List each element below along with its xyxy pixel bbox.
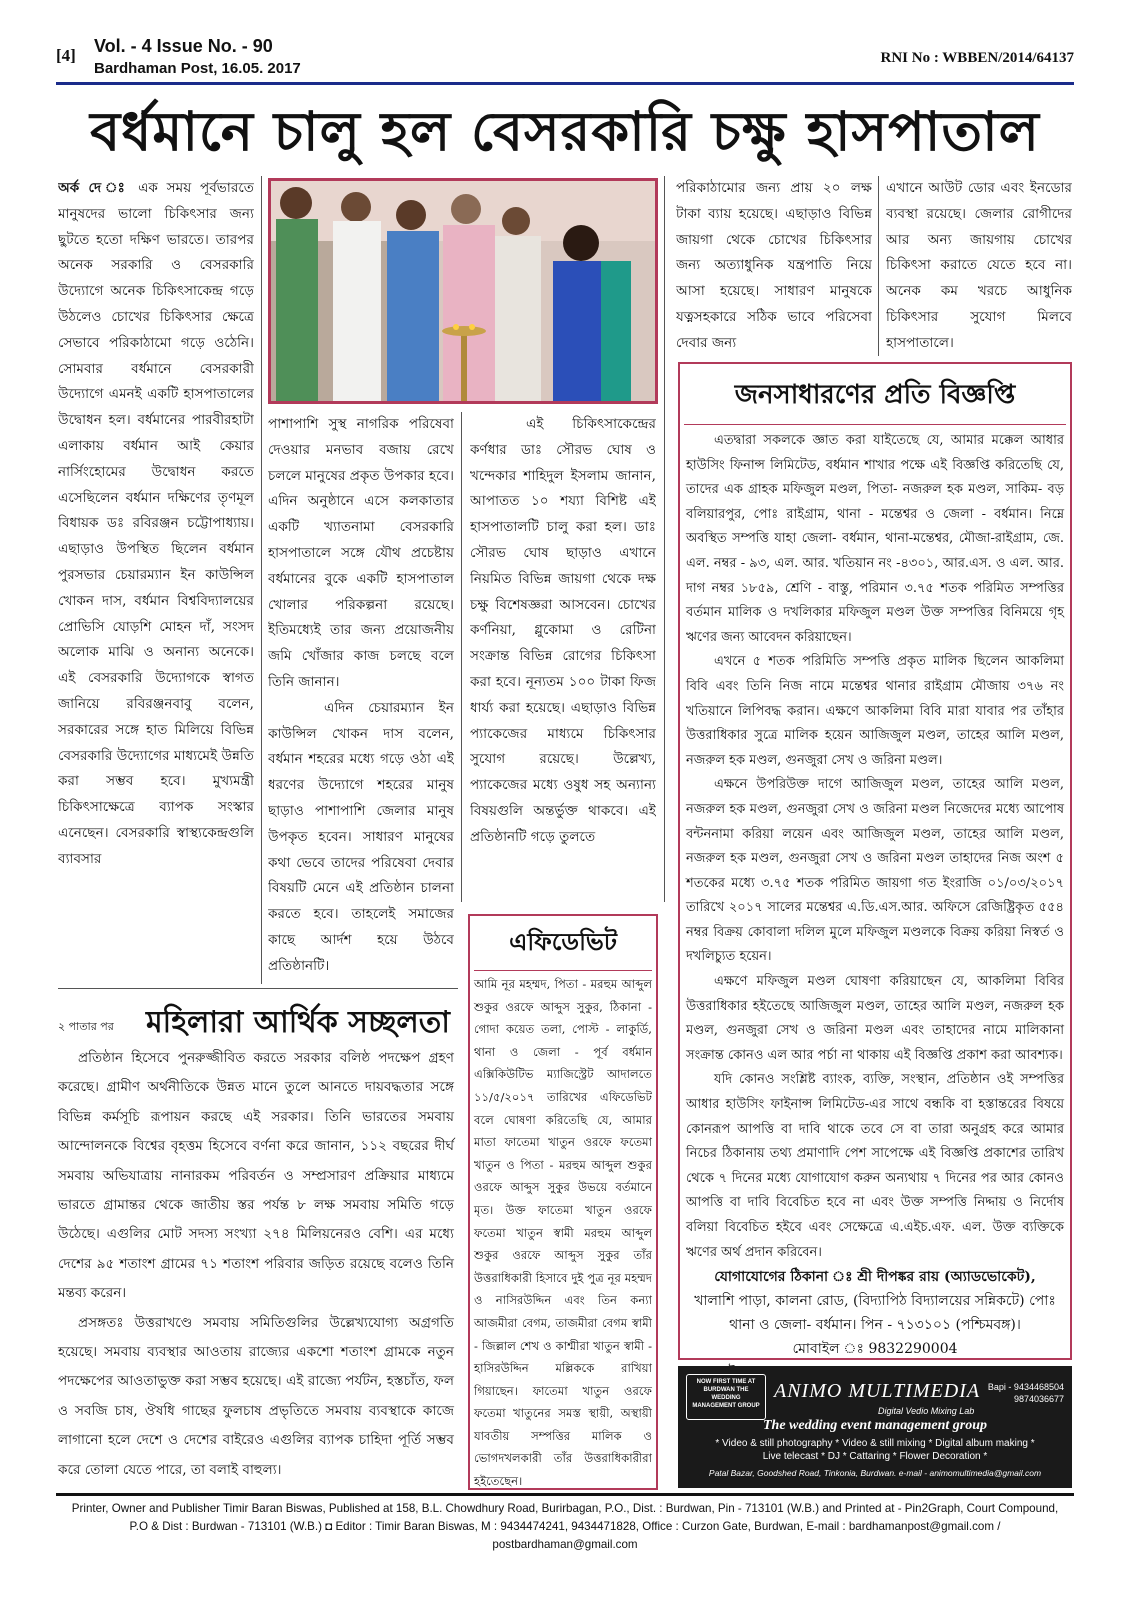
affidavit-title-rule: [474, 970, 652, 971]
article-col-5: [886, 176, 1072, 356]
ad-logo-badge: NOW FIRST TIME AT BURDWAN THE WEDDING MANAGEMENT GROUP: [686, 1374, 766, 1420]
notice-title: জনসাধারণের প্রতি বিজ্ঞপ্তি: [734, 380, 1016, 410]
col-rule-2: [461, 412, 462, 902]
footer-line-1: Printer, Owner and Publisher Timir Baran Biswas, Published at 158, B.L. Chowdhury Road, Burirbagan, P.O., Dist. : Burdwan, Pin - 713101 (W.B.) and Printed at - Pin2Graph, Court Compound,: [71, 1502, 1059, 1515]
ad-tagline: The wedding event management group: [763, 1418, 987, 1433]
ad-services-1: * Video & still photography * Video & still mixing * Digital album making *: [715, 1438, 1035, 1449]
col-rule-4: [878, 176, 879, 356]
article-col-3: [470, 412, 656, 900]
ad-phone-1: Bapi - 9434468504: [987, 1382, 1064, 1392]
notice-para-3: এক্ষনে উপরিউক্ত দাগে আজিজুল মণ্ডল, তাহের আলি মণ্ডল, নজরুল হক মণ্ডল, গুনজুরা সেখ ও জরিনা মণ্ডল নিজেদের মধ্যে আপোষ বন্টননামা করিয়া লয়েন এবং আজিজুল মণ্ডল, তাহের আলি মণ্ডল, নজরুল হক মণ্ডল, গুনজুরা সেখ ও জরিনা মণ্ডল তাহাদের নিজ অংশ ৫ শতকের মধ্যে ৩.৭৫ শতক পরিমিত জায়গা গত ইংরাজি ০১/০৩/২০১৭ তারিখে ২০১৭ সালের মন্তেশ্বর এ.ডি.এস.আর. অফিসে রেজিষ্ট্রিকৃত ৫৫৪ নম্বর বিক্রয় কোবালা দলিল মুলে মফিজুল মণ্ডলকে বিক্রয় করিয়া নিস্বর্ত ও দখলিচ্যুত হয়েন।: [686, 777, 1064, 965]
main-headline: বর্ধমানে চালু হল বেসরকারি চক্ষু হাসপাতাল: [90, 100, 1040, 163]
continued-label: ২ পাতার পর: [58, 1020, 114, 1033]
lamp-lighting-photo: [271, 181, 655, 401]
ad-subtitle: Digital Vedio Mixing Lab: [878, 1406, 975, 1416]
event-photo: [268, 178, 658, 404]
publication-date: Bardhaman Post, 16.05. 2017: [94, 60, 301, 77]
article-col-4: [676, 176, 872, 356]
volume-issue: Vol. - 4 Issue No. - 90: [94, 36, 273, 56]
article-text-2: পাশাপাশি সুস্থ নাগরিক পরিষেবা দেওয়ার মনভাব বজায় রেখে চললে মানুষের প্রকৃত উপকার হবে। এদিন অনুষ্ঠানে এসে কলকাতার একটি খ্যাতনামা বেসরকারি হাসপাতালে সঙ্গে যৌথ প্রচেষ্টায় বর্ধমানের বুকে একটি হাসপাতাল খোলার পরিকল্পনা রয়েছে। ইতিমধ্যেই তার জন্য প্রয়োজনীয় জমি খোঁজার কাজ চলছে বলে তিনি জানান।: [268, 416, 454, 690]
public-notice: [678, 362, 1072, 1360]
col-rule-3: [664, 176, 665, 902]
rni-number: RNI No : WBBEN/2014/64137: [880, 50, 1074, 66]
article-col-1: [58, 176, 254, 984]
imprint-footer: [56, 1500, 1074, 1554]
article-text-4: পরিকাঠামোর জন্য প্রায় ২০ লক্ষ টাকা ব্যায় হয়েছে। এছাড়াও বিভিন্ন জায়গা থেকে চোখের চিকিৎসার জন্য অত্যাধুনিক যন্ত্রপাতি নিয়ে আসা হয়েছে। সাধারণ মানুষকে যত্নসহকারে সঠিক ভাবে পরিসেবা দেবার জন্য: [676, 180, 872, 351]
mahila-body: [58, 1044, 454, 1485]
notice-para-5: যদি কোনও সংশ্লিষ্ট ব্যাংক, ব্যক্তি, সংস্থান, প্রতিষ্ঠান ওই সম্পত্তির আধার হাউসিং ফাইনান্স লিমিটেড-এর সাথে বন্ধকি বা হস্তান্তরের বিষয়ে কোনরূপ আপত্তি বা দাবি থাকে তবে সে বা তারা অনুগ্রহ করে আমার নিচের ঠিকানায় তথ্য প্রমাণাদি পেশ সাপেক্ষে এই বিজ্ঞপ্তি প্রকাশের তারিখ থেকে ৭ দিনের মধ্যে যোগাযোগ করুন অন্যথায় ৭ দিনের পর আর কোনও আপত্তি বা দাবি বিবেচিত হবে না এবং উক্ত সম্পত্তি নিদ্দায় ও নির্দোষ বলিয়া বিবেচিত হইবে এবং সেক্ষেত্রে এ.এইচ.এফ. এল. উক্ত ব্যক্তিকে ঋণের অর্থ প্রদান করিবেন।: [686, 1072, 1064, 1260]
animo-multimedia-ad: [678, 1366, 1072, 1488]
byline: অর্ক দে ঃ: [58, 180, 130, 196]
ad-services-2: Live telecast * DJ * Cattaring * Flower Decoration *: [762, 1451, 988, 1462]
affidavit-body: আমি নূর মহম্মদ, পিতা - মরহুম আব্দুল শুকুর ওরফে আব্দুস সুকুর, ঠিকানা - গোদা কয়েত তলা, পোস্ট - লাকুর্ডি, থানা ও জেলা - পূর্ব বর্ধমান এক্সিকিউটিভ ম্যাজিস্ট্রেট আদালতে ১১/৫/২০১৭ তারিখের এফিডেভিট বলে ঘোষণা করিতেছি যে, আমার মাতা ফাতেমা খাতুন ওরফে ফতেমা খাতুন ও পিতা - মরহুম আব্দুল শুকুর ওরফে আব্দুস সুকুর উভয়ে বর্তমানে মৃত। উক্ত ফাতেমা খাতুন ওরফে ফতেমা খাতুন স্বামী মরহুম আব্দুল শুকুর ওরফে আব্দুস সুকুর তাঁর উত্তরাধিকারী হিসাবে দুই পুত্র নূর মহম্মদ ও নাসিরউদ্দিন এবং তিন কন্যা আজমীরা বেগম, তাজমীরা বেগম স্বামী - জিল্লাল শেখ ও কাশ্মীরা খাতুন স্বামী - হাসিরউদ্দিন মল্লিককে রাখিয়া গিয়াছেন। ফাতেমা খাতুন ওরফে ফতেমা খাতুনের সমস্ত স্থায়ী, অস্থায়ী যাবতীয় সম্পত্তির মালিক ও ভোগদখলকারী তাঁর উত্তরাধিকারীরা হইতেছেন।: [474, 977, 652, 1489]
contact-line-3: থানা ও জেলা- বর্ধমান। পিন - ৭১৩১০১ (পশ্চিমবঙ্গ)।: [729, 1317, 1021, 1334]
mahila-para-2: প্রসঙ্গতঃ উত্তরাখণ্ডে সমবায় সমিতিগুলির উল্লেখ্যযোগ্য অগ্রগতি হয়েছে। সমবায় ব্যবস্থার আওতায় রাজ্যের একশো শতাংশ গ্রামকে নতুন পদক্ষেপের আওতাভুক্ত করা সম্ভব হয়েছে। এই রাজ্যে পর্যটন, হস্তচাঁত, ফল ও সবজি চাষ, ঔষধি গাছের ফুলচাষ প্রভৃতিতে সমবায় ব্যবস্থাকে কাজে লাগানো হলে দেশে ও দেশের বাইরেও এগুলির ব্যাপক চাহিদা পূর্তি সম্ভব করে তোলা যেতে পারে, তা বলাই বাহুল্য।: [58, 1314, 454, 1478]
page-number: [4]: [56, 46, 76, 65]
ad-phone-2: 9874036677: [1013, 1394, 1064, 1404]
notice-title-rule: [684, 424, 1066, 425]
footer-divider: [56, 1493, 1074, 1496]
notice-body: [680, 429, 1070, 1265]
mahila-para-1: প্রতিষ্ঠান হিসেবে পুনরুজ্জীবিত করতে সরকার বলিষ্ঠ পদক্ষেপ গ্রহণ করেছে। গ্রামীণ অর্থনীতিকে উন্নত মানে তুলে আনতে দায়বদ্ধতার সঙ্গে বিভিন্ন কর্মসূচি রূপায়ন করছে এই সরকার। তিনি ভারতের সমবায় আন্দোলনকে বিশ্বের বৃহত্তম হিসেবে বর্ণনা করে জানান, ১১২ বছরের দীর্ঘ সমবায় অভিযাত্রায় নানারকম পরিবর্তন ও সম্প্রসারণ প্রক্রিয়ার মাধ্যমে ভারতে গ্রামান্তর থেকে জাতীয় স্তর পর্যন্ত ৮ লক্ষ সমবায় সমিতি গড়ে উঠেছে। এগুলির মোট সদস্য সংখ্যা ২৭৪ মিলিয়নেরও বেশি। এর মধ্যে দেশের ৯৫ শতাংশ গ্রামের ৭১ শতাংশ পরিবার জড়িত রয়েছে বলেও তিনি মন্তব্য করেন।: [58, 1050, 454, 1302]
ad-address: Patal Bazar, Goodshed Road, Tinkonia, Burdwan. e-mail - animomultimedia@gmail.com: [708, 1468, 1042, 1478]
mahila-title: মহিলারা আর্থিক সচ্ছলতা: [146, 1005, 450, 1040]
section-rule: [58, 988, 458, 989]
footer-line-2: P.O & Dist : Burdwan - 713101 (W.B.) ◘ Editor : Timir Baran Biswas, M : 9434474241, 9434471828, Office : Curzon Gate, Burdwan, E-mail : bardhamanpost@gmail.com / postbardhaman@gmail.com: [129, 1520, 1001, 1551]
mahila-heading: [58, 998, 458, 1042]
notice-para-2: এখনে ৫ শতক পরিমিতি সম্পত্তি প্রকৃত মালিক ছিলেন আকলিমা বিবি এবং তিনি নিজ নামে মন্তেশ্বর থানার রাইগ্রাম মৌজায় ৩৭৬ নং খতিয়ানে লিপিবদ্ধ করান। এক্ষণে আকলিমা বিবি মারা যাবার পর তাঁহার উত্তরাধিকার সুত্রে মালিক হয়েন আজিজুল মণ্ডল, তাহের আলি মণ্ডল, নজরুল হক মণ্ডল, গুনজুরা সেখ ও জরিনা মণ্ডল।: [686, 654, 1064, 768]
col-rule-1: [261, 176, 262, 984]
article-col-2: [268, 412, 454, 984]
article-text-3: এই চিকিৎসাকেন্দ্রের কর্ণধার ডাঃ সৌরভ ঘোষ ও খন্দেকার শাহিদুল ইসলাম জানান, আপাতত ১০ শয্যা বিশিষ্ট এই হাসপাতালটি চালু করা হল। ডাঃ সৌরভ ঘোষ ছাড়াও এখানে নিয়মিত বিভিন্ন জায়গা থেকে দক্ষ চক্ষু বিশেষজ্ঞরা আসবেন। চোখের কর্ণনিয়া, গ্লুকোমা ও রেটিনা সংক্রান্ত বিভিন্ন রোগের চিকিৎসা করা হবে। নূন্যতম ১০০ টাকা ফিজ ধার্য্য করা হয়েছে। এছাড়াও বিভিন্ন প্যাকেজের মাধ্যমে চিকিৎসার সুযোগ রয়েছে। উল্লেখ্য, প্যাকেজের মধ্যে ওষুধ সহ অন্যান্য বিষয়গুলি অন্তর্ভুক্ত থাকবে। এই প্রতিষ্ঠানটি গড়ে তুলতে: [470, 416, 656, 845]
ad-company-name: ANIMO MULTIMEDIA: [774, 1380, 981, 1402]
contact-mobile: মোবাইল ঃ 9832290004: [792, 1341, 958, 1358]
article-text-5: এখানে আউট ডোর এবং ইনডোর ব্যবস্থা রয়েছে। জেলার রোগীদের আর অন্য জায়গায় চোখের চিকিৎসা করাতে যেতে হবে না। অনেক কম খরচে আধুনিক চিকিৎসার সুযোগ মিলবে হাসপাতালে।: [886, 180, 1072, 351]
contact-line-1: যোগাযোগের ঠিকানা ঃ শ্রী দীপঙ্কর রায় (অ্যাডভোকেট),: [714, 1269, 1036, 1286]
article-text-2b: এদিন চেয়ারম্যান ইন কাউন্সিল খোকন দাস বলেন, বর্ধমান শহরের মধ্যে গড়ে ওঠা এই ধরণের উদ্যোগে শহরের মানুষ ছাড়াও পাশাপাশি জেলার মানুষ উপকৃত হবেন। সাধারণ মানুষের কথা ভেবে তাদের পরিষেবা দেবার বিষয়টি মেনে এই প্রতিষ্ঠান চালনা করতে হবে। তাহলেই সমাজের কাছে আর্দশ হয়ে উঠবে প্রতিষ্ঠানটি।: [268, 699, 454, 974]
contact-line-2: খালাশি পাড়া, কালনা রোড, (বিদ্যাপিঠ বিদ্যালয়ের সন্নিকটে) পোঃ: [694, 1293, 1056, 1310]
affidavit-title: এফিডেভিট: [509, 928, 617, 956]
affidavit-box: [468, 914, 658, 1490]
article-text-1: এক সময় পূর্বভারতে মানুষদের ভালো চিকিৎসার জন্য ছুটতে হতো দক্ষিণ ভারতে। তারপর অনেক সরকারি ও বেসরকারি উদ্যোগে অনেক চিকিৎসাকেন্দ্র গড়ে উঠলেও চোখের চিকিৎসার ক্ষেত্রে সেভাবে পরিকাঠামো গড়ে ওঠেনি। সোমবার বর্ধমানে বেসরকারী উদ্যোগে এমনই একটি হাসপাতালের উদ্বোধন হল। বর্ধমানের পারবীরহাটা এলাকায় বর্ধমান আই কেয়ার নার্সিংহোমের উদ্বোধন করতে এসেছিলেন বর্ধমান দক্ষিণের তৃণমূল বিধায়ক ডঃ রবিরঞ্জন চট্টোপাধ্যায়। এছাড়াও উপস্থিত ছিলেন বর্ধমান পুরসভার চেয়ারম্যান ইন কাউন্সিল খোকন দাস, বর্ধমান বিশ্ববিদ্যালয়ের প্রোভিসি যোড়শি মোহন দাঁ, সংসদ অলোক মাঝি ও অনান্য অনেকে। এই বেসরকারি উদ্যোগকে স্বাগত জানিয়ে রবিরঞ্জনবাবু বলেন, সরকারের সঙ্গে হাত মিলিয়ে বিভিন্ন বেসরকারি উদ্যোগের মাধ্যমেই উন্নতি করা সম্ভব হবে। মুখ্যমন্ত্রী চিকিৎসাক্ষেত্রে ব্যাপক সংস্কার এনেছেন। বেসরকারি স্বাস্থ্যকেন্দ্রগুলি ব্যাবসার: [58, 180, 254, 867]
header-divider: [56, 82, 1074, 85]
notice-para-1: এতদ্বারা সকলকে জ্ঞাত করা যাইতেছে যে, আমার মক্কেল আধার হাউসিং ফিনান্স লিমিটেড, বর্ধমান শাখার পক্ষে এই বিজ্ঞপ্তি করিতেছি যে, তাদের এক গ্রাহক মফিজুল মণ্ডল, পিতা- নজরুল হক মণ্ডল, সাকিম- বড় বলিয়ারপুর, পোঃ রাইগ্রাম, থানা - মন্তেশ্বর ও জেলা - বর্ধমান। নিম্নে অবস্থিত সম্পত্তি যাহা জেলা- বর্ধমান, থানা-মন্তেশ্বর, মৌজা-রাইগ্রাম, জে. এল. নম্বর - ৯৩, এল. আর. খতিয়ান নং -৪৩০১, আর.এস. ও এল. আর. দাগ নম্বর ১৮৫৯, শ্রেণি - বাস্তু, পরিমান ৩.৭৫ শতক পরিমিত সম্পত্তির বর্তমান মালিক ও দখলিকার মফিজুল মণ্ডল উক্ত সম্পত্তির বিনিময়ে গৃহ ঋণের জন্য আবেদন করিয়াছেন।: [686, 433, 1064, 645]
notice-para-4: এক্ষণে মফিজুল মণ্ডল ঘোষণা করিয়াছেন যে, আকলিমা বিবির উত্তরাধিকার হইতেছে আজিজুল মণ্ডল, তাহের আলি মণ্ডল, নজরুল হক মণ্ডল, গুনজুরা সেখ ও জরিনা মণ্ডল এবং তাহাদের নামে মালিকানা সংক্রান্ত কোনও এল আর পর্চা না থাকায় এই বিজ্ঞপ্তি প্রকাশ করা আবশ্যক।: [686, 974, 1064, 1063]
